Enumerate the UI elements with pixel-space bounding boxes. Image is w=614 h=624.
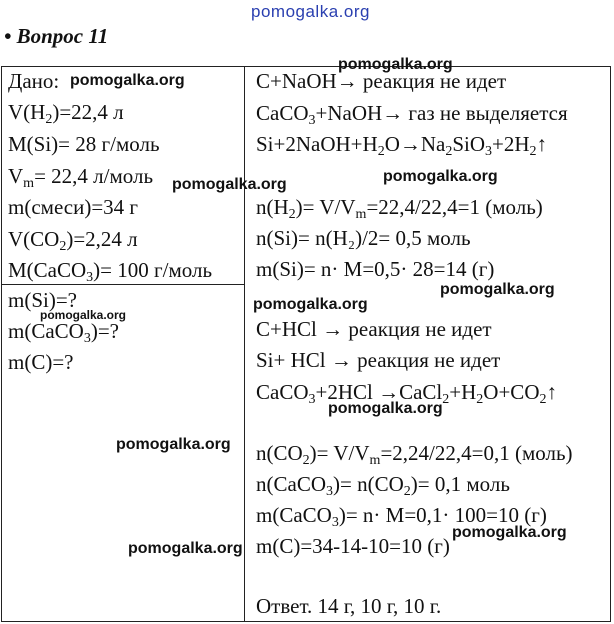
watermark[interactable]: pomogalka.org [338,56,453,73]
watermark[interactable]: pomogalka.org [440,281,555,298]
watermark[interactable]: pomogalka.org [383,168,498,185]
watermark[interactable]: pomogalka.org [128,540,243,557]
solution-line: m(Si)= n· M=0,5· 28=14 (г) [256,257,495,281]
watermark[interactable]: pomogalka.org [172,176,287,193]
solution-line: n(Si)= n(H₂)/2= 0,5 моль [256,226,471,250]
solution-line: $Si+2NaOH+H_2O\to Na_2SiO_3+2H_2↑$ [256,132,548,159]
find-line: m(C)=? [8,350,74,374]
solution-line: m(CaCO$_3$)= n· M=0,1· 100=10 (г) [256,503,547,530]
solution-line: CaCO$_3$+NaOH→ газ не выделяется [256,101,568,128]
column-divider [244,66,245,622]
given-line: $V(H_2)=22,4$ л [8,100,124,127]
given-line: m(смеси)=34 г [8,195,139,219]
watermark[interactable]: pomogalka.org [70,72,185,89]
solution-line: $n(H_2)= V/V_m=22,4/22,4=1$ (моль) [256,195,543,222]
watermark[interactable]: pomogalka.org [116,436,231,453]
answer-line: Ответ. 14 г, 10 г, 10 г. [256,594,442,618]
watermark[interactable]: pomogalka.org [328,400,443,417]
question-title: • Вопрос 11 [4,24,109,48]
site-watermark-top[interactable]: pomogalka.org [251,2,370,21]
find-line: m(CaCO$_3$)=? [8,319,119,346]
solution-line: m(C)=34-14-10=10 (г) [256,534,450,558]
given-line: M(Si)= 28 г/моль [8,132,160,156]
solution-line: CaCO$_3$+2HCl $\to CaCl_2+H_2O+CO_2↑$ [256,380,557,407]
solution-line: Si+ HCl → реакция не идет [256,348,501,372]
find-line: m(Si)=? [8,288,77,312]
solution-line: n(CaCO$_3$)= $n(CO_2)= 0,1$ моль [256,472,510,499]
watermark[interactable]: pomogalka.org [40,308,127,322]
solution-line: C+HCl → реакция не идет [256,317,492,341]
given-line: $V_m= 22,4$ л/моль [8,164,154,191]
given-line: $V(CO_2)=2,24$ л [8,227,138,254]
solution-line: $n(CO_2)= V/V_m=2,24/22,4=0,1$ (моль) [256,441,573,468]
watermark[interactable]: pomogalka.org [452,524,567,541]
watermark[interactable]: pomogalka.org [253,296,368,313]
given-label: Дано: [8,69,60,93]
given-line: M(CaCO$_3$)= 100 г/моль [8,258,213,285]
solution-line: C+NaOH→ реакция не идет [256,69,507,93]
given-find-divider [1,284,245,285]
